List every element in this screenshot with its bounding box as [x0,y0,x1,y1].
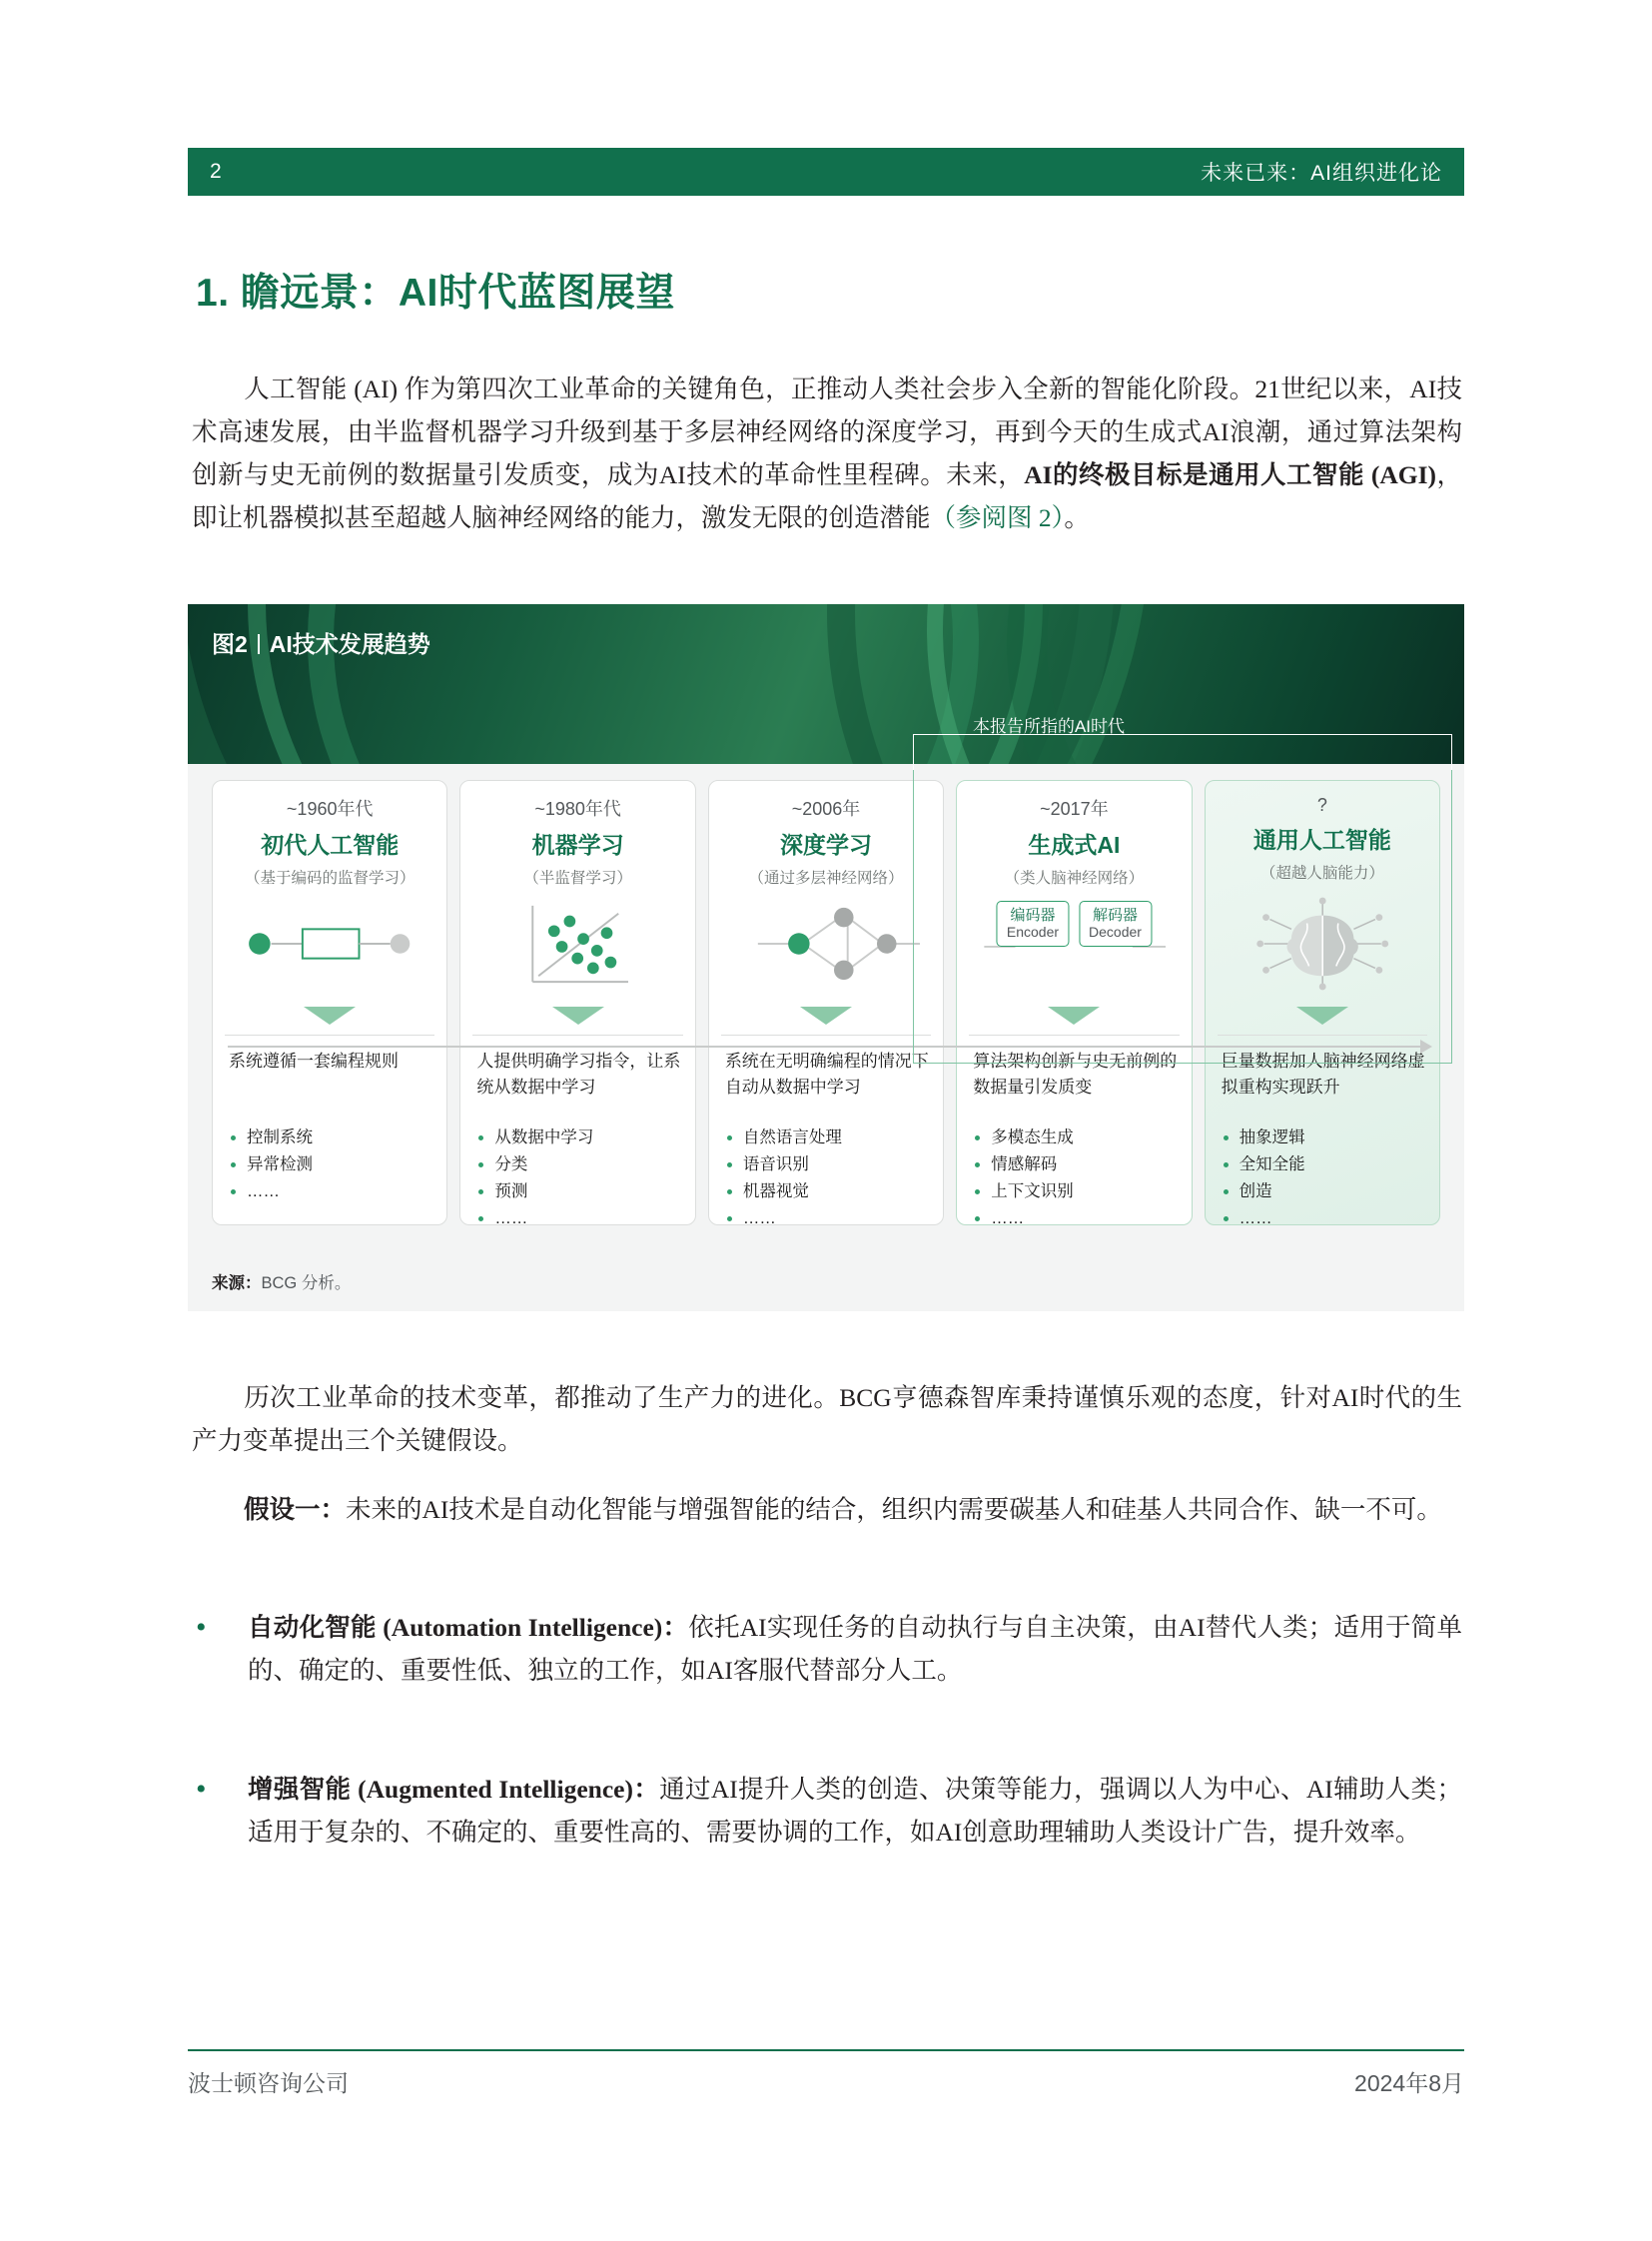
list-item: 控制系统 [231,1124,434,1151]
card-year: ~2006年 [791,799,861,819]
footer-divider [188,2049,1464,2051]
card-divider [472,1035,682,1036]
paragraph-intro-part2: ，即让机器模拟甚至超越人脑神经网络的能力，激发无限的创造潜能 [192,460,1462,532]
list-item: 异常检测 [231,1151,434,1178]
card-year: ~2017年 [1040,799,1109,819]
ai-era-bracket-body [913,764,1452,1064]
list-item: …… [1224,1205,1427,1225]
card-chevron [800,1007,852,1025]
card-subtitle: （超越人脑能力） [1259,865,1384,882]
timeline-card-deep-learning [708,780,944,1225]
card-description: 巨量数据加人脑神经网络虚拟重构实现跃升 [1221,1052,1425,1097]
bullet-term: 自动化智能 (Automation Intelligence)： [248,1613,689,1642]
card-description: 系统在无明确编程的情况下自动从数据中学习 [724,1052,929,1097]
list-item: 机器视觉 [727,1178,931,1205]
decoder-label-cn: 解码器 [1092,907,1139,924]
list-item: 语音识别 [727,1151,931,1178]
list-item-augmented-intelligence [192,1768,1462,1854]
card-item-list [975,1124,1179,1225]
bullet-term: 增强智能 (Augmented Intelligence)： [248,1775,660,1804]
card-title: 机器学习 [531,832,624,858]
footer-company: 波士顿咨询公司 [188,2070,349,2096]
paragraph-productivity [192,1376,1462,1462]
card-chevron [304,1007,356,1025]
card-year: ? [1316,795,1327,815]
card-item-list [727,1124,931,1225]
card-subtitle: （半监督学习） [523,870,632,887]
card-subtitle: （通过多层神经网络） [748,870,904,887]
list-item: …… [727,1205,931,1225]
page-header [188,148,1464,196]
page-footer [188,2065,1464,2098]
list-item: …… [975,1205,1179,1225]
card-title: 深度学习 [780,832,873,858]
timeline-card-machine-learning [459,780,695,1225]
exhibit-caption-label: 图2 [212,631,248,657]
list-item-automation-intelligence [192,1606,1462,1692]
card-visual-scatter-icon [460,889,694,999]
page-title: 1. 瞻远景：AI时代蓝图展望 [196,272,675,315]
list-item: 抽象逻辑 [1224,1124,1427,1151]
card-year: ~1980年代 [534,799,621,819]
paragraph-intro-part1: 人工智能 (AI) 作为第四次工业革命的关键角色，正推动人类社会步入全新的智能化阶段。21世纪以来，AI技术高速发展，由半监督机器学习升级到基于多层神经网络的深度学习，再到今天的生成式AI浪潮，通过算法架构创新与史无前例的数据量引发质变，成为AI技术的革命性里程碑。未来， [192,374,1462,489]
paragraph-intro-end: 。 [1064,503,1090,532]
card-description: 算法架构创新与史无前例的数据量引发质变 [973,1052,1178,1097]
caption-separator [258,634,260,654]
hypothesis-text: 未来的AI技术是自动化智能与增强智能的结合，组织内需要碳基人和硅基人共同合作、缺一不可。 [346,1495,1442,1524]
exhibit-caption [212,626,430,659]
bullet-marker: • [196,1611,207,1644]
list-item: 自然语言处理 [727,1124,931,1151]
list-item: 上下文识别 [975,1178,1179,1205]
card-divider [225,1035,434,1036]
footer-date: 2024年8月 [1354,2070,1464,2096]
card-title: 通用人工智能 [1252,827,1391,853]
source-label: 来源： [212,1274,262,1292]
card-chevron [552,1007,604,1025]
paragraph-hypothesis-one [192,1488,1462,1531]
figure-reference: （参阅图 2） [930,503,1065,532]
bullet-body [248,1606,1462,1692]
list-item: 创造 [1224,1178,1427,1205]
card-divider [721,1035,931,1036]
timeline-card-early-ai [212,780,447,1225]
card-subtitle: （基于编码的监督学习） [244,870,415,887]
card-subtitle: （类人脑神经网络） [1004,870,1145,887]
bullet-body [248,1768,1462,1854]
source-text: BCG 分析。 [261,1274,352,1292]
page-number: 2 [210,160,222,183]
list-item: 多模态生成 [975,1124,1179,1151]
card-title: 生成式AI [1028,832,1121,858]
list-item: 情感解码 [975,1151,1179,1178]
list-item: 从数据中学习 [478,1124,682,1151]
paragraph-productivity-text: 历次工业革命的技术变革，都推动了生产力的进化。BCG亨德森智库秉持谨慎乐观的态度，针对AI时代的生产力变革提出三个关键假设。 [192,1383,1462,1455]
bullet-marker: • [196,1773,207,1806]
card-visual-neural-net-icon [709,889,943,999]
card-description: 系统遵循一套编程规则 [229,1052,399,1071]
list-item: …… [231,1178,434,1205]
encoder-label-en: Encoder [1006,924,1060,940]
card-visual-rule-based-icon [213,889,446,999]
exhibit-source [212,1269,351,1293]
ai-era-bracket-top [913,734,1452,770]
card-title: 初代人工智能 [261,832,400,858]
card-description: 人提供明确学习指令，让系统从数据中学习 [476,1052,681,1097]
decoder-label-en: Decoder [1089,924,1142,940]
card-item-list [478,1124,682,1225]
card-year: ~1960年代 [286,799,374,819]
document-title: 未来已来：AI组织进化论 [1201,162,1442,185]
card-item-list [231,1124,434,1205]
bullet-description: 依托AI实现任务的自动执行与自主决策，由AI替代人类；适用于简单的、确定的、重要性低、独立的工作，如AI客服代替部分人工。 [248,1613,1462,1685]
ai-era-label: 本报告所指的AI时代 [972,717,1126,736]
card-item-list [1224,1124,1427,1225]
list-item: 分类 [478,1151,682,1178]
list-item: 预测 [478,1178,682,1205]
list-item: 全知全能 [1224,1151,1427,1178]
bullet-description: 通过AI提升人类的创造、决策等能力，强调以人为中心、AI辅助人类；适用于复杂的、不确定的、重要性高的、需要协调的工作，如AI创意助理辅助人类设计广告，提升效率。 [248,1775,1462,1847]
exhibit-caption-title: AI技术发展趋势 [269,631,430,657]
hypothesis-label: 假设一： [244,1495,347,1524]
paragraph-intro [192,368,1462,539]
figure-2-exhibit [188,604,1464,1311]
list-item: …… [478,1205,682,1225]
encoder-label-cn: 编码器 [1010,907,1056,924]
paragraph-intro-bold: AI的终极目标是通用人工智能 (AGI) [1024,460,1436,489]
